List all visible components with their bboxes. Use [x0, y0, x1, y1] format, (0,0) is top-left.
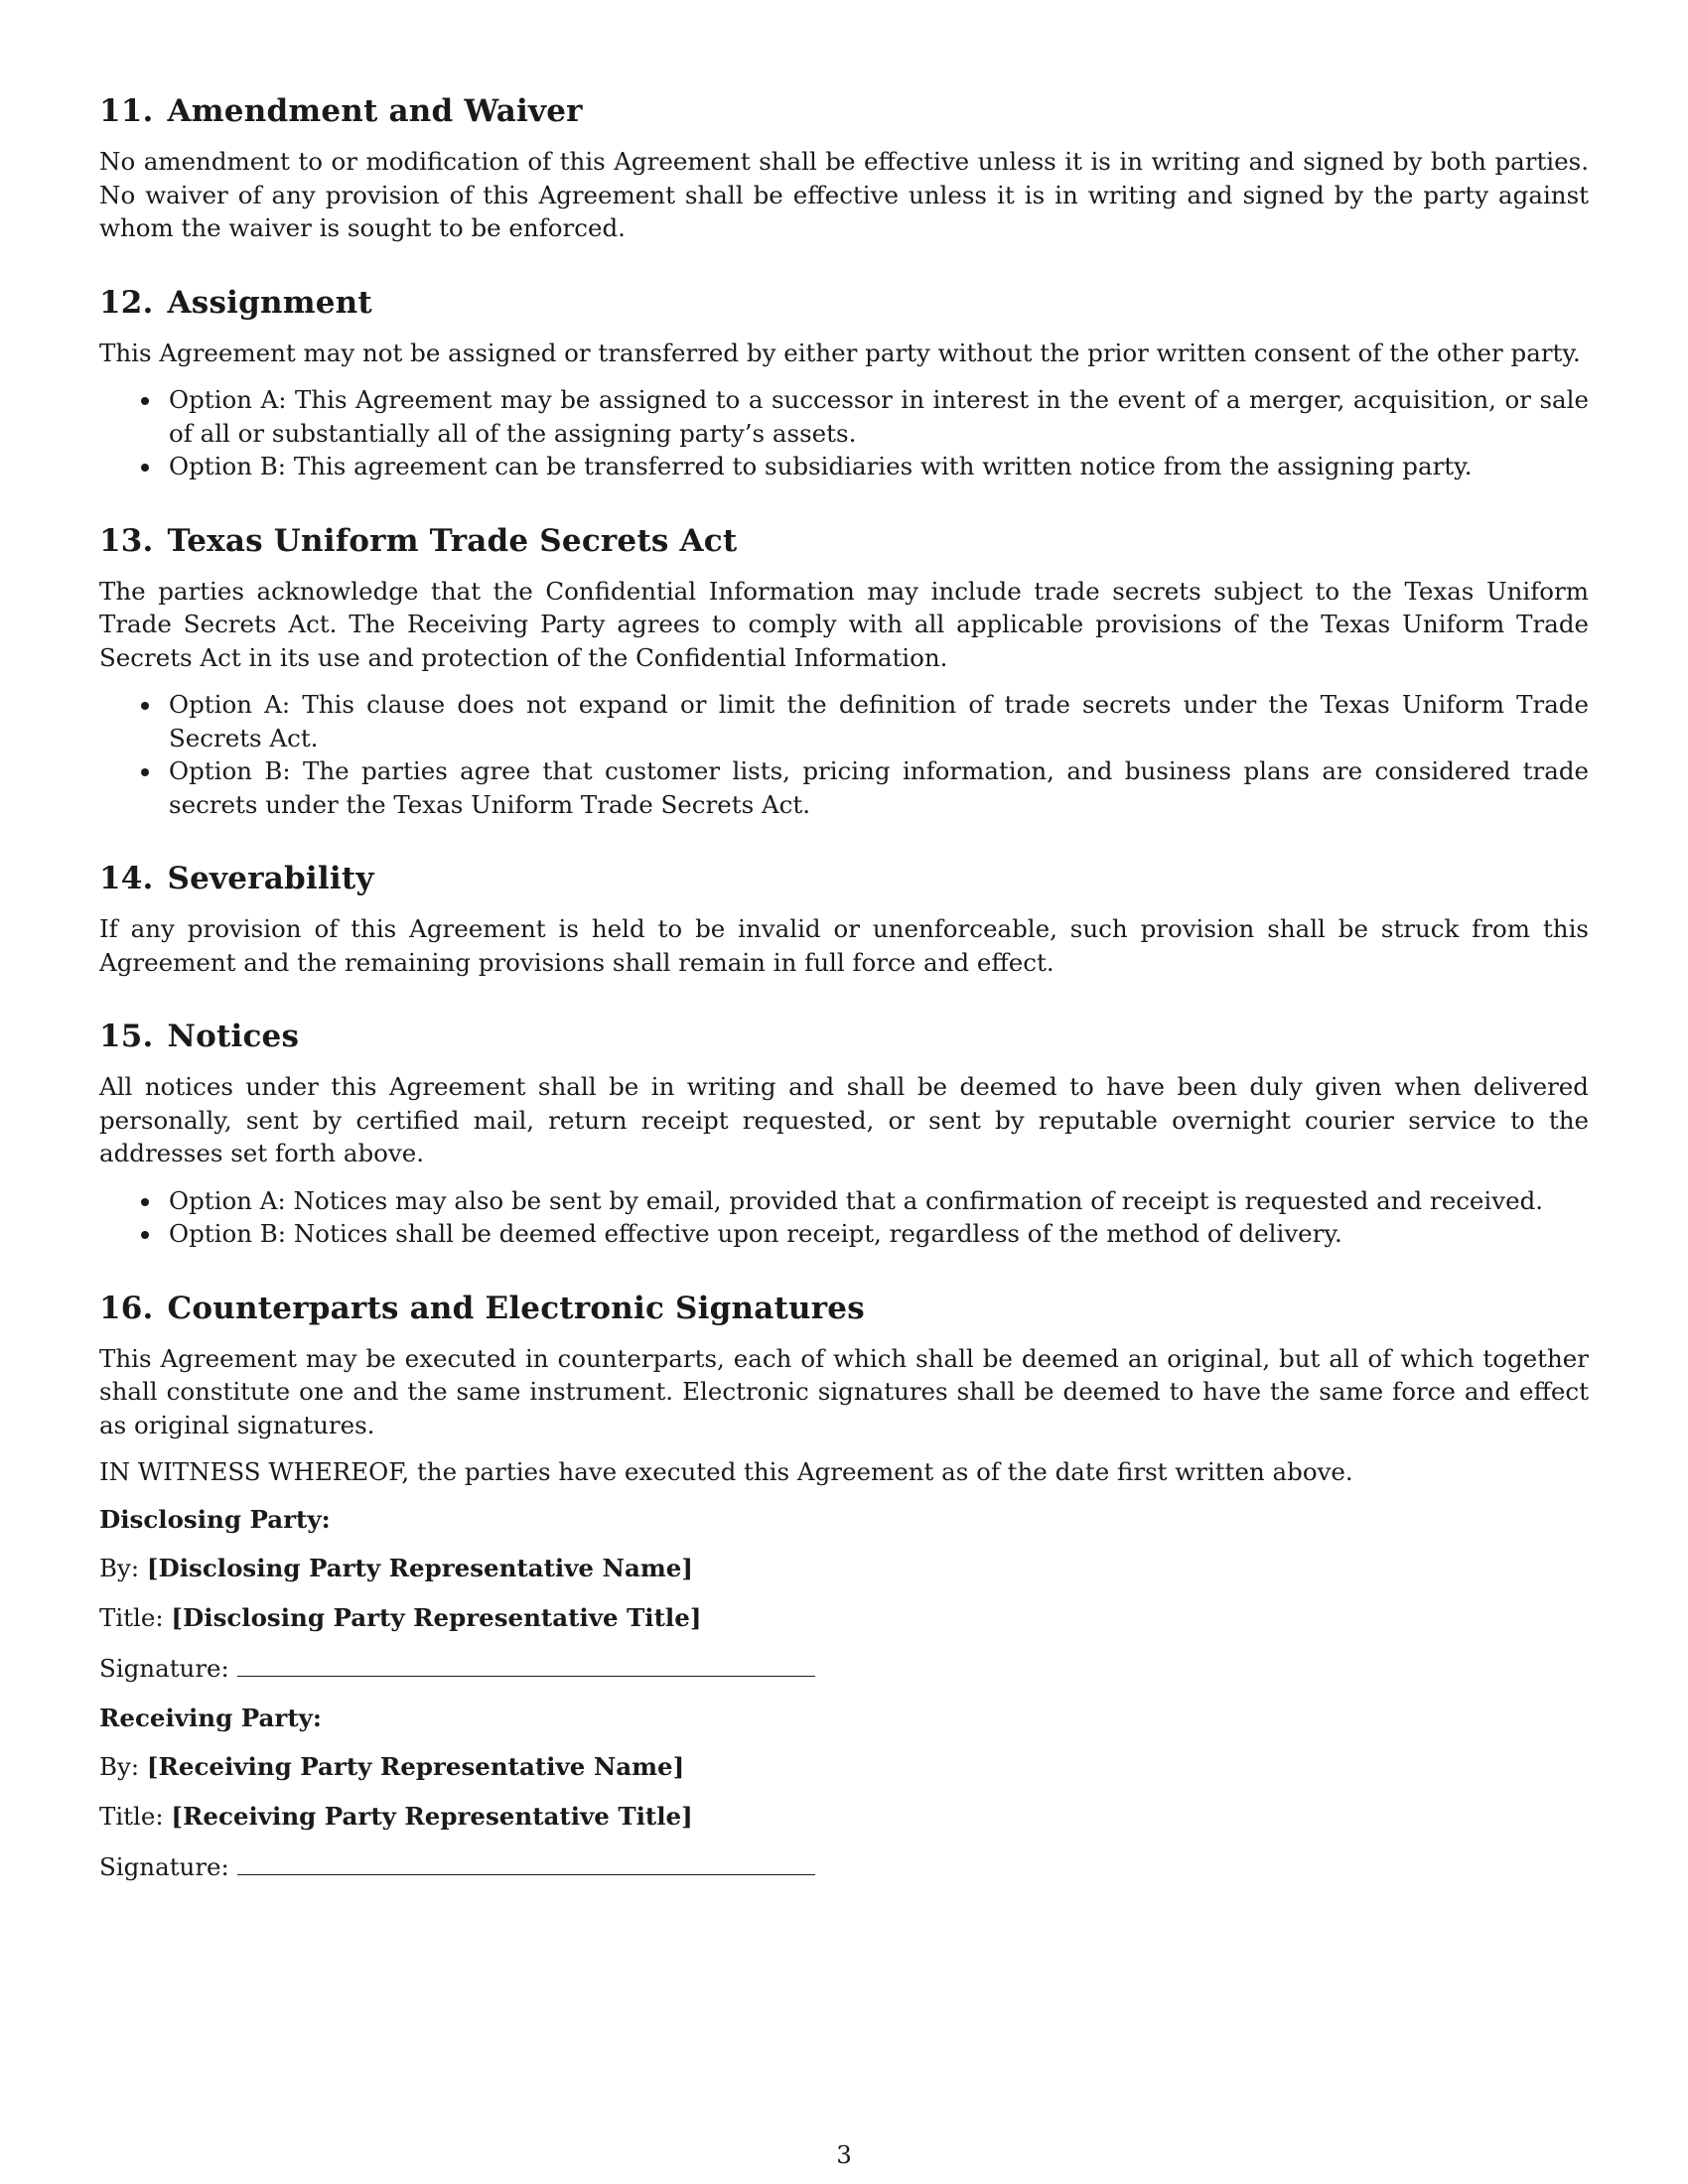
section-heading: [99, 521, 1589, 561]
representative-title: [Disclosing Party Representative Title]: [171, 1602, 702, 1632]
section-title: Notices: [167, 1019, 300, 1054]
section-number: 11.: [99, 93, 154, 129]
signature-line: [99, 1650, 1589, 1686]
signature-label: Signature:: [99, 1654, 229, 1683]
section-notices: [99, 1017, 1589, 1251]
section-number: 13.: [99, 522, 154, 559]
options-list: [99, 688, 1589, 821]
representative-name: [Receiving Party Representative Name]: [146, 1752, 685, 1781]
section-title: Counterparts and Electronic Signatures: [167, 1290, 865, 1326]
section-number: 14.: [99, 861, 154, 896]
section-heading: [99, 1017, 1589, 1056]
section-heading: [99, 91, 1589, 131]
section-trade-secrets: [99, 521, 1589, 822]
title-label: Title:: [99, 1801, 164, 1831]
representative-name: [Disclosing Party Representative Name]: [146, 1554, 693, 1582]
section-paragraph: If any provision of this Agreement is held to be invalid or unenforceable, such provision shall be struck from this Agreement and the remaining provisions shall remain in full force and effect.: [99, 914, 1589, 977]
section-number: 16.: [99, 1290, 154, 1326]
signature-block-disclosing: [99, 1503, 1589, 1686]
page-number: 3: [836, 2140, 852, 2169]
options-list: [99, 1184, 1589, 1251]
section-counterparts: [99, 1289, 1589, 1884]
signature-line: [99, 1848, 1589, 1884]
option-item: Option A: Notices may also be sent by email, provided that a confirmation of receipt is requested and received.: [169, 1184, 1589, 1218]
section-amendment-waiver: [99, 91, 1589, 245]
signature-blank: [237, 1848, 815, 1875]
signature-block-receiving: [99, 1702, 1589, 1884]
representative-title: [Receiving Party Representative Title]: [171, 1801, 693, 1831]
section-heading: [99, 859, 1589, 898]
options-list: [99, 383, 1589, 483]
section-title: Texas Uniform Trade Secrets Act: [167, 522, 738, 559]
option-item: Option B: This agreement can be transferred to subsidiaries with written notice from the assigning party.: [169, 450, 1589, 483]
section-heading: [99, 283, 1589, 323]
section-paragraph: This Agreement may be executed in counterparts, each of which shall be deemed an original, but all of which together shall constitute one and the same instrument. Electronic signatures shall be deemed to have the same force and effect as original signatures.: [99, 1343, 1589, 1439]
section-title: Severability: [167, 861, 374, 896]
section-title: Assignment: [167, 284, 372, 321]
option-item: Option B: The parties agree that customer lists, pricing information, and business plans are considered trade secrets under the Texas Uniform Trade Secrets Act.: [169, 754, 1589, 821]
section-paragraph: The parties acknowledge that the Confidential Information may include trade secrets subject to the Texas Uniform Trade Secrets Act. The Receiving Party agrees to comply with all applicable provisions of the Texas Uniform Trade Secrets Act in its use and protection of the Confidential Information.: [99, 576, 1589, 672]
section-heading: [99, 1289, 1589, 1328]
section-paragraph: All notices under this Agreement shall be in writing and shall be deemed to have been duly given when delivered personally, sent by certified mail, return receipt requested, or sent by reputable overnight courier service to the addresses set forth above.: [99, 1072, 1589, 1167]
section-paragraph: No amendment to or modification of this Agreement shall be effective unless it is in writing and signed by both parties. No waiver of any provision of this Agreement shall be effective unless it is in writing and signed by the party against whom the waiver is sought to be enforced.: [99, 147, 1589, 242]
signature-by-line: [99, 1552, 1589, 1585]
signature-blank: [237, 1650, 815, 1677]
title-label: Title:: [99, 1602, 164, 1632]
option-item: Option A: This Agreement may be assigned to a successor in interest in the event of a merger, acquisition, or sale of all or substantially all of the assigning party’s assets.: [169, 383, 1589, 450]
witness-paragraph: IN WITNESS WHEREOF, the parties have executed this Agreement as of the date first written above.: [99, 1457, 1353, 1486]
signature-label: Signature:: [99, 1852, 229, 1881]
by-label: By:: [99, 1554, 140, 1582]
signature-title-line: [99, 1800, 1589, 1834]
by-label: By:: [99, 1752, 140, 1781]
section-number: 15.: [99, 1019, 154, 1054]
option-item: Option B: Notices shall be deemed effective upon receipt, regardless of the method of delivery.: [169, 1217, 1589, 1251]
document-page: [99, 91, 1589, 1922]
section-paragraph: This Agreement may not be assigned or transferred by either party without the prior written consent of the other party.: [99, 338, 1581, 367]
signature-heading: Receiving Party:: [99, 1703, 322, 1732]
section-number: 12.: [99, 284, 154, 321]
section-assignment: [99, 283, 1589, 483]
section-severability: [99, 859, 1589, 979]
option-item: Option A: This clause does not expand or limit the definition of trade secrets under the Texas Uniform Trade Secrets Act.: [169, 688, 1589, 754]
section-title: Amendment and Waiver: [167, 93, 583, 129]
signature-heading: Disclosing Party:: [99, 1504, 331, 1534]
signature-title-line: [99, 1601, 1589, 1635]
signature-by-line: [99, 1750, 1589, 1784]
